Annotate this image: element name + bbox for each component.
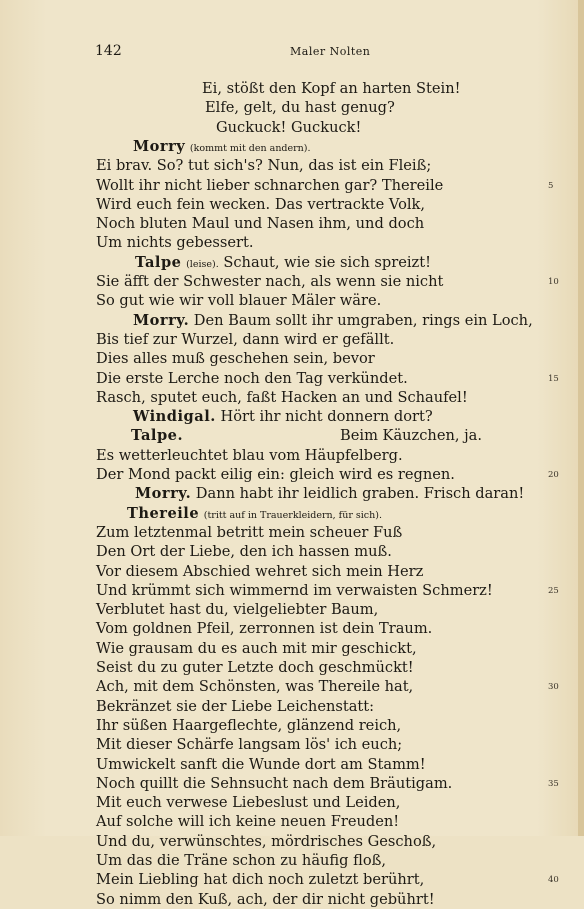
verse-line: [96, 542, 392, 561]
verse-line: [135, 253, 431, 274]
verse-line: [96, 735, 402, 754]
line-number: 30: [548, 682, 559, 693]
verse-line: [133, 311, 533, 330]
stage-direction: (kommt mit den andern).: [189, 142, 311, 154]
verse-line: [96, 523, 402, 542]
verse-line: [96, 465, 455, 484]
line-text: Sie äfft der Schwester nach, als wenn sie nicht: [96, 273, 444, 290]
line-text: Wollt ihr nicht lieber schnarchen gar? Thereile: [96, 176, 444, 194]
line-text: Vor diesem Abschied wehret sich mein Herz: [96, 562, 424, 580]
line-text: Wie grausam du es auch mit mir geschickt,: [96, 639, 417, 657]
line-text: Verblutet hast du, vielgeliebter Baum,: [96, 601, 379, 619]
line-number: 10: [548, 277, 559, 287]
verse-line: [135, 484, 524, 503]
verse-line: [202, 79, 460, 98]
line-text: Mein Liebling hat dich noch zuletzt berührt,: [96, 871, 425, 889]
line-text: Guckuck! Guckuck!: [216, 118, 362, 136]
page-edge: [578, 0, 584, 836]
line-text: Schaut, wie sie sich spreizt!: [223, 253, 431, 271]
line-text: Vom goldnen Pfeil, zerronnen ist dein Traum.: [96, 620, 433, 638]
verse-line: [131, 426, 183, 445]
verse-line: [96, 716, 401, 735]
verse-line: [96, 619, 432, 638]
verse-line: [96, 233, 253, 252]
line-text: Die erste Lerche noch den Tag verkündet.: [96, 369, 408, 387]
line-text-right: Beim Käuzchen, ja.: [340, 427, 482, 445]
speaker-name: Morry.: [135, 485, 192, 503]
line-text: Umwickelt sanft die Wunde dort am Stamm!: [96, 755, 426, 773]
line-text: Es wetterleuchtet blau vom Häupfelberg.: [96, 446, 403, 464]
speaker-name: Morry: [133, 137, 186, 155]
speaker-name: Talpe: [135, 253, 182, 271]
verse-line: [96, 832, 436, 851]
verse-line: [96, 658, 414, 677]
line-text: Ei, stößt den Kopf an harten Stein!: [202, 80, 461, 97]
verse-line: [96, 156, 431, 175]
verse-line: [96, 214, 424, 233]
verse-line: [96, 349, 375, 368]
verse-line: [96, 369, 408, 388]
line-number: 25: [548, 585, 559, 596]
line-text: Ach, mit dem Schönsten, was Thereile hat,: [96, 678, 414, 696]
verse-line: [96, 581, 493, 600]
verse-line: [133, 137, 311, 158]
line-text: Noch quillt die Sehnsucht nach dem Bräutigam.: [96, 774, 453, 792]
line-text: Ihr süßen Haargeflechte, glänzend reich,: [96, 716, 402, 734]
line-text: Bis tief zur Wurzel, dann wird er gefällt.: [96, 330, 395, 348]
verse-line: [96, 851, 386, 870]
stage-direction: (tritt auf in Trauerkleidern, für sich).: [203, 509, 382, 521]
line-text: Den Baum sollt ihr umgraben, rings ein Loch,: [193, 311, 533, 329]
verse-line: [96, 176, 443, 195]
line-text: Ei brav. So? tut sich's? Nun, das ist ein Fleiß;: [96, 157, 432, 175]
line-number: 40: [548, 875, 559, 886]
line-number: 35: [548, 778, 559, 789]
page-number: 142: [95, 43, 122, 59]
line-text: Rasch, sputet euch, faßt Hacken an und Schaufel!: [96, 388, 468, 406]
verse-line: [133, 407, 433, 426]
line-text: Den Ort der Liebe, den ich hassen muß.: [96, 543, 392, 561]
verse-line: [96, 446, 403, 465]
line-number: 20: [548, 470, 559, 480]
verse-line: [96, 195, 425, 214]
line-text: Noch bluten Maul und Nasen ihm, und doch: [96, 215, 425, 233]
verse-line: [96, 388, 468, 407]
line-text: Und du, verwünschtes, mördrisches Geschoß,: [96, 832, 437, 850]
line-text: Um nichts gebessert.: [96, 234, 254, 252]
verse-line: [96, 793, 400, 812]
line-text: Auf solche will ich keine neuen Freuden!: [96, 813, 400, 831]
speaker-name: Windigal.: [133, 408, 216, 426]
line-text: Seist du zu guter Letzte doch geschmückt!: [96, 659, 414, 676]
line-text: Wird euch fein wecken. Das vertrackte Volk,: [96, 195, 426, 213]
speaker-name: Thereile: [127, 504, 200, 522]
speaker-name: Talpe.: [131, 427, 184, 445]
line-text: Hört ihr nicht donnern dort?: [220, 408, 433, 426]
verse-line: [96, 639, 417, 658]
line-text: Und krümmt sich wimmernd im verwaisten Schmerz!: [96, 581, 493, 599]
verse-line: [96, 677, 413, 696]
line-text: Elfe, gelt, du hast genug?: [205, 99, 395, 117]
verse-line: [96, 697, 374, 716]
verse-line: [96, 812, 399, 831]
verse-line: [96, 600, 378, 619]
line-text: Mit euch verwese Liebeslust und Leiden,: [96, 794, 401, 812]
verse-line: [127, 504, 382, 525]
line-number: 5: [548, 180, 554, 191]
line-text: Um das die Träne schon zu häufig floß,: [96, 852, 387, 869]
line-text: Dann habt ihr leidlich graben. Frisch daran!: [195, 485, 525, 503]
verse-line: [96, 272, 443, 291]
line-text: So nimm den Kuß, ach, der dir nicht gebührt!: [96, 890, 435, 908]
verse-line: [96, 291, 381, 310]
verse-line: [205, 98, 395, 117]
verse-line: [96, 562, 423, 581]
line-text: Bekränzet sie der Liebe Leichenstatt:: [96, 697, 375, 715]
line-text: Der Mond packt eilig ein: gleich wird es regnen.: [96, 466, 455, 483]
stage-direction: (leise).: [186, 258, 219, 270]
running-title: Maler Nolten: [290, 45, 371, 58]
line-text: Mit dieser Schärfe langsam lös' ich euch;: [96, 736, 403, 754]
line-text: Zum letztenmal betritt mein scheuer Fuß: [96, 523, 403, 541]
verse-line: [96, 755, 426, 774]
verse-line: [96, 330, 394, 349]
speaker-name: Morry.: [133, 311, 190, 329]
verse-line: [216, 118, 361, 137]
verse-line: [96, 774, 452, 793]
line-text: Dies alles muß geschehen sein, bevor: [96, 350, 375, 368]
line-text: So gut wie wir voll blauer Mäler wäre.: [96, 292, 382, 310]
verse-line: [96, 890, 435, 909]
line-number: 15: [548, 373, 559, 384]
verse-line: [96, 870, 424, 889]
